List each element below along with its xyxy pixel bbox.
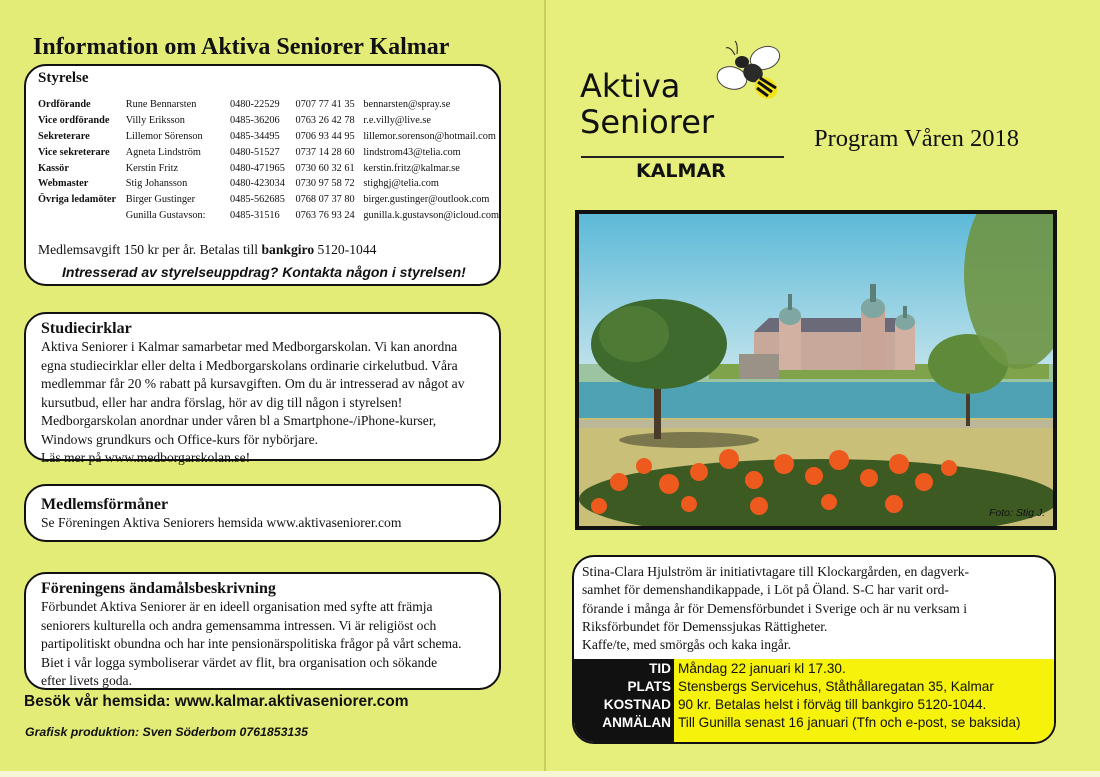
event-label-plats: PLATS <box>627 679 671 694</box>
event-label-kostnad: KOSTNAD <box>603 697 671 712</box>
board-member-row <box>38 208 499 224</box>
board-member-name: Gunilla Gustavson: <box>125 209 206 221</box>
board-member-mobile: 0730 60 32 61 <box>295 162 355 174</box>
logo-line-1: Aktiva <box>580 67 681 105</box>
board-member-phone: 0485-34495 <box>229 130 280 142</box>
production-credit: Grafisk produktion: Sven Söderbom 0761853135 <box>25 725 308 739</box>
event-label-anmalan: ANMÄLAN <box>602 715 671 730</box>
board-member-role: Vice ordförande <box>38 115 110 127</box>
andamal-line: partipolitiskt obundna och har inte pensionärspolitiska frågor på vårt schema. <box>41 636 462 651</box>
styrelse-heading: Styrelse <box>38 70 89 86</box>
castle-photo <box>575 210 1057 530</box>
event-value-tid: Måndag 22 januari kl 17.30. <box>678 661 846 676</box>
event-value-plats: Stensbergs Servicehus, Ståthållaregatan 35, Kalmar <box>678 679 994 694</box>
board-member-row <box>38 97 499 113</box>
medlemsformaner-box <box>24 484 501 542</box>
andamal-heading: Föreningens ändamålsbeskrivning <box>41 580 276 597</box>
board-member-role: Ordförande <box>38 99 91 111</box>
page-fold <box>544 0 546 777</box>
board-member-email[interactable]: kerstin.fritz@kalmar.se <box>363 162 460 174</box>
board-member-name: Rune Bennarsten <box>125 99 197 111</box>
board-member-row <box>38 113 499 129</box>
logo-city: KALMAR <box>636 160 726 182</box>
board-member-role: Kassör <box>38 162 69 174</box>
event-description <box>574 557 1054 658</box>
board-table <box>38 97 499 223</box>
event-labels <box>574 659 674 742</box>
website-link[interactable]: Besök vår hemsida: www.kalmar.aktivaseniorer.com <box>24 693 409 710</box>
andamal-box <box>24 572 501 690</box>
board-member-row <box>38 144 499 160</box>
andamal-line: efter livets goda. <box>41 673 132 688</box>
andamal-line: Biet i vår logga symboliserar värdet av flit, bra organisation och sökande <box>41 654 438 670</box>
studiecirklar-line: kursutbud, eller har andra förslag, hör av dig till någon i styrelsen! <box>41 394 403 410</box>
logo-wordmark <box>580 68 714 140</box>
board-member-email[interactable]: gunilla.k.gustavson@icloud.com <box>363 209 499 221</box>
board-member-mobile: 0763 26 42 78 <box>295 115 355 127</box>
logo <box>580 38 785 188</box>
fee-text: Medlemsavgift 150 kr per år. Betalas till <box>38 242 262 257</box>
board-member-name: Agneta Lindström <box>125 146 201 158</box>
bee-icon <box>710 38 788 108</box>
board-member-row <box>38 160 499 176</box>
board-member-phone: 0485-31516 <box>229 209 280 221</box>
board-member-phone: 0480-423034 <box>229 178 285 190</box>
board-member-name: Lillemor Sörenson <box>125 130 203 142</box>
styrelse-box <box>24 64 501 286</box>
fee-bankgiro-label: bankgiro <box>261 242 315 257</box>
medlemsformaner-heading: Medlemsförmåner <box>41 496 169 513</box>
studiecirklar-line: medlemmar får 20 % rabatt på kursavgiften. Om du är intresserad av något av <box>41 376 465 391</box>
studiecirklar-link[interactable]: Läs mer på www.medborgarskolan.se! <box>41 450 251 465</box>
event-details <box>574 659 1054 742</box>
board-member-mobile: 0763 76 93 24 <box>295 209 355 221</box>
program-title: Program Våren 2018 <box>814 125 1020 152</box>
andamal-line: Förbundet Aktiva Seniorer är en ideell organisation med syfte att främja <box>41 599 433 614</box>
board-member-role: Sekreterare <box>38 130 90 142</box>
studiecirklar-line: Aktiva Seniorer i Kalmar samarbetar med Medborgarskolan. Vi kan anordna <box>41 339 458 354</box>
board-member-phone: 0485-36206 <box>229 115 280 127</box>
studiecirklar-heading: Studiecirklar <box>41 320 132 337</box>
board-member-mobile: 0706 93 44 95 <box>295 130 355 142</box>
event-line: Riksförbundet för Demenssjukas Rättigheter. <box>582 618 828 634</box>
board-member-row <box>38 192 499 208</box>
photo-credit: Foto: Stig J. <box>988 507 1045 519</box>
event-value-kostnad: 90 kr. Betalas helst i förväg till bankgiro 5120-1044. <box>678 697 987 712</box>
logo-line-2: Seniorer <box>580 103 715 141</box>
board-member-role: Övriga ledamöter <box>38 194 117 206</box>
medlemsformaner-text: Se Föreningen Aktiva Seniorers hemsida www.aktivaseniorer.com <box>41 515 402 530</box>
board-member-email[interactable]: r.e.villy@live.se <box>363 115 431 127</box>
board-member-phone: 0480-51527 <box>229 146 280 158</box>
logo-divider <box>581 156 784 158</box>
board-member-role <box>38 208 126 224</box>
board-member-email[interactable]: lindstrom43@telia.com <box>363 146 461 158</box>
castle-photo-image <box>579 214 1053 526</box>
event-values <box>674 659 1054 742</box>
board-member-mobile: 0707 77 41 35 <box>295 99 355 111</box>
event-line: förande i många år för Demensförbundet i Sverige och är nu verksam i <box>582 600 968 616</box>
board-member-phone: 0480-22529 <box>229 99 280 111</box>
info-title: Information om Aktiva Seniorer Kalmar <box>33 34 450 60</box>
board-member-name: Villy Eriksson <box>125 115 185 127</box>
board-member-email[interactable]: bennarsten@spray.se <box>363 99 451 111</box>
studiecirklar-box <box>24 312 501 465</box>
event-label-tid: TID <box>649 661 671 676</box>
board-member-email[interactable]: birger.gustinger@outlook.com <box>363 194 490 206</box>
event-line: Kaffe/te, med smörgås och kaka ingår. <box>582 637 792 653</box>
board-member-mobile: 0737 14 28 60 <box>295 146 355 158</box>
board-member-name: Stig Johansson <box>125 178 188 190</box>
event-line: Stina-Clara Hjulström är initiativtagare till Klockargården, en dagverk- <box>582 564 970 579</box>
event-value-anmalan: Till Gunilla senast 16 januari (Tfn och e-post, se baksida) <box>678 715 1021 730</box>
board-member-row <box>38 129 499 145</box>
event-line: samhet för demenshandikappade, i Löt på Öland. S-C har varit ord- <box>582 582 949 598</box>
studiecirklar-line: Windows grundkurs och Office-kurs för nybörjare. <box>41 431 319 447</box>
board-member-name: Birger Gustinger <box>125 194 196 206</box>
studiecirklar-line: egna studiecirklar eller delta i Medborgarskolans ordinarie cirkelutbud. Våra <box>41 357 458 373</box>
board-call-to-action: Intresserad av styrelseuppdrag? Kontakta någon i styrelsen! <box>62 264 466 280</box>
board-member-phone: 0480-471965 <box>229 162 285 174</box>
board-member-role: Webmaster <box>38 178 89 190</box>
studiecirklar-line: Medborgarskolan anordnar under våren bl a Smartphone-/iPhone-kurser, <box>41 413 437 428</box>
board-member-role: Vice sekreterare <box>38 146 110 158</box>
board-member-email[interactable]: stighgj@telia.com <box>363 178 439 190</box>
andamal-line: seniorers kulturella och andra gemensamma intressen. Vi är religiöst och <box>41 617 437 633</box>
membership-fee <box>38 242 376 258</box>
fee-bankgiro-number: 5120-1044 <box>314 242 377 257</box>
board-member-mobile: 0730 97 58 72 <box>295 178 355 190</box>
event-box <box>572 555 1056 744</box>
board-member-phone: 0485-562685 <box>229 194 285 206</box>
paper-bottom-edge <box>0 771 1100 777</box>
board-member-mobile: 0768 07 37 80 <box>295 194 355 206</box>
board-member-row <box>38 176 499 192</box>
board-member-email[interactable]: lillemor.sorenson@hotmail.com <box>363 130 496 142</box>
board-member-name: Kerstin Fritz <box>125 162 179 174</box>
